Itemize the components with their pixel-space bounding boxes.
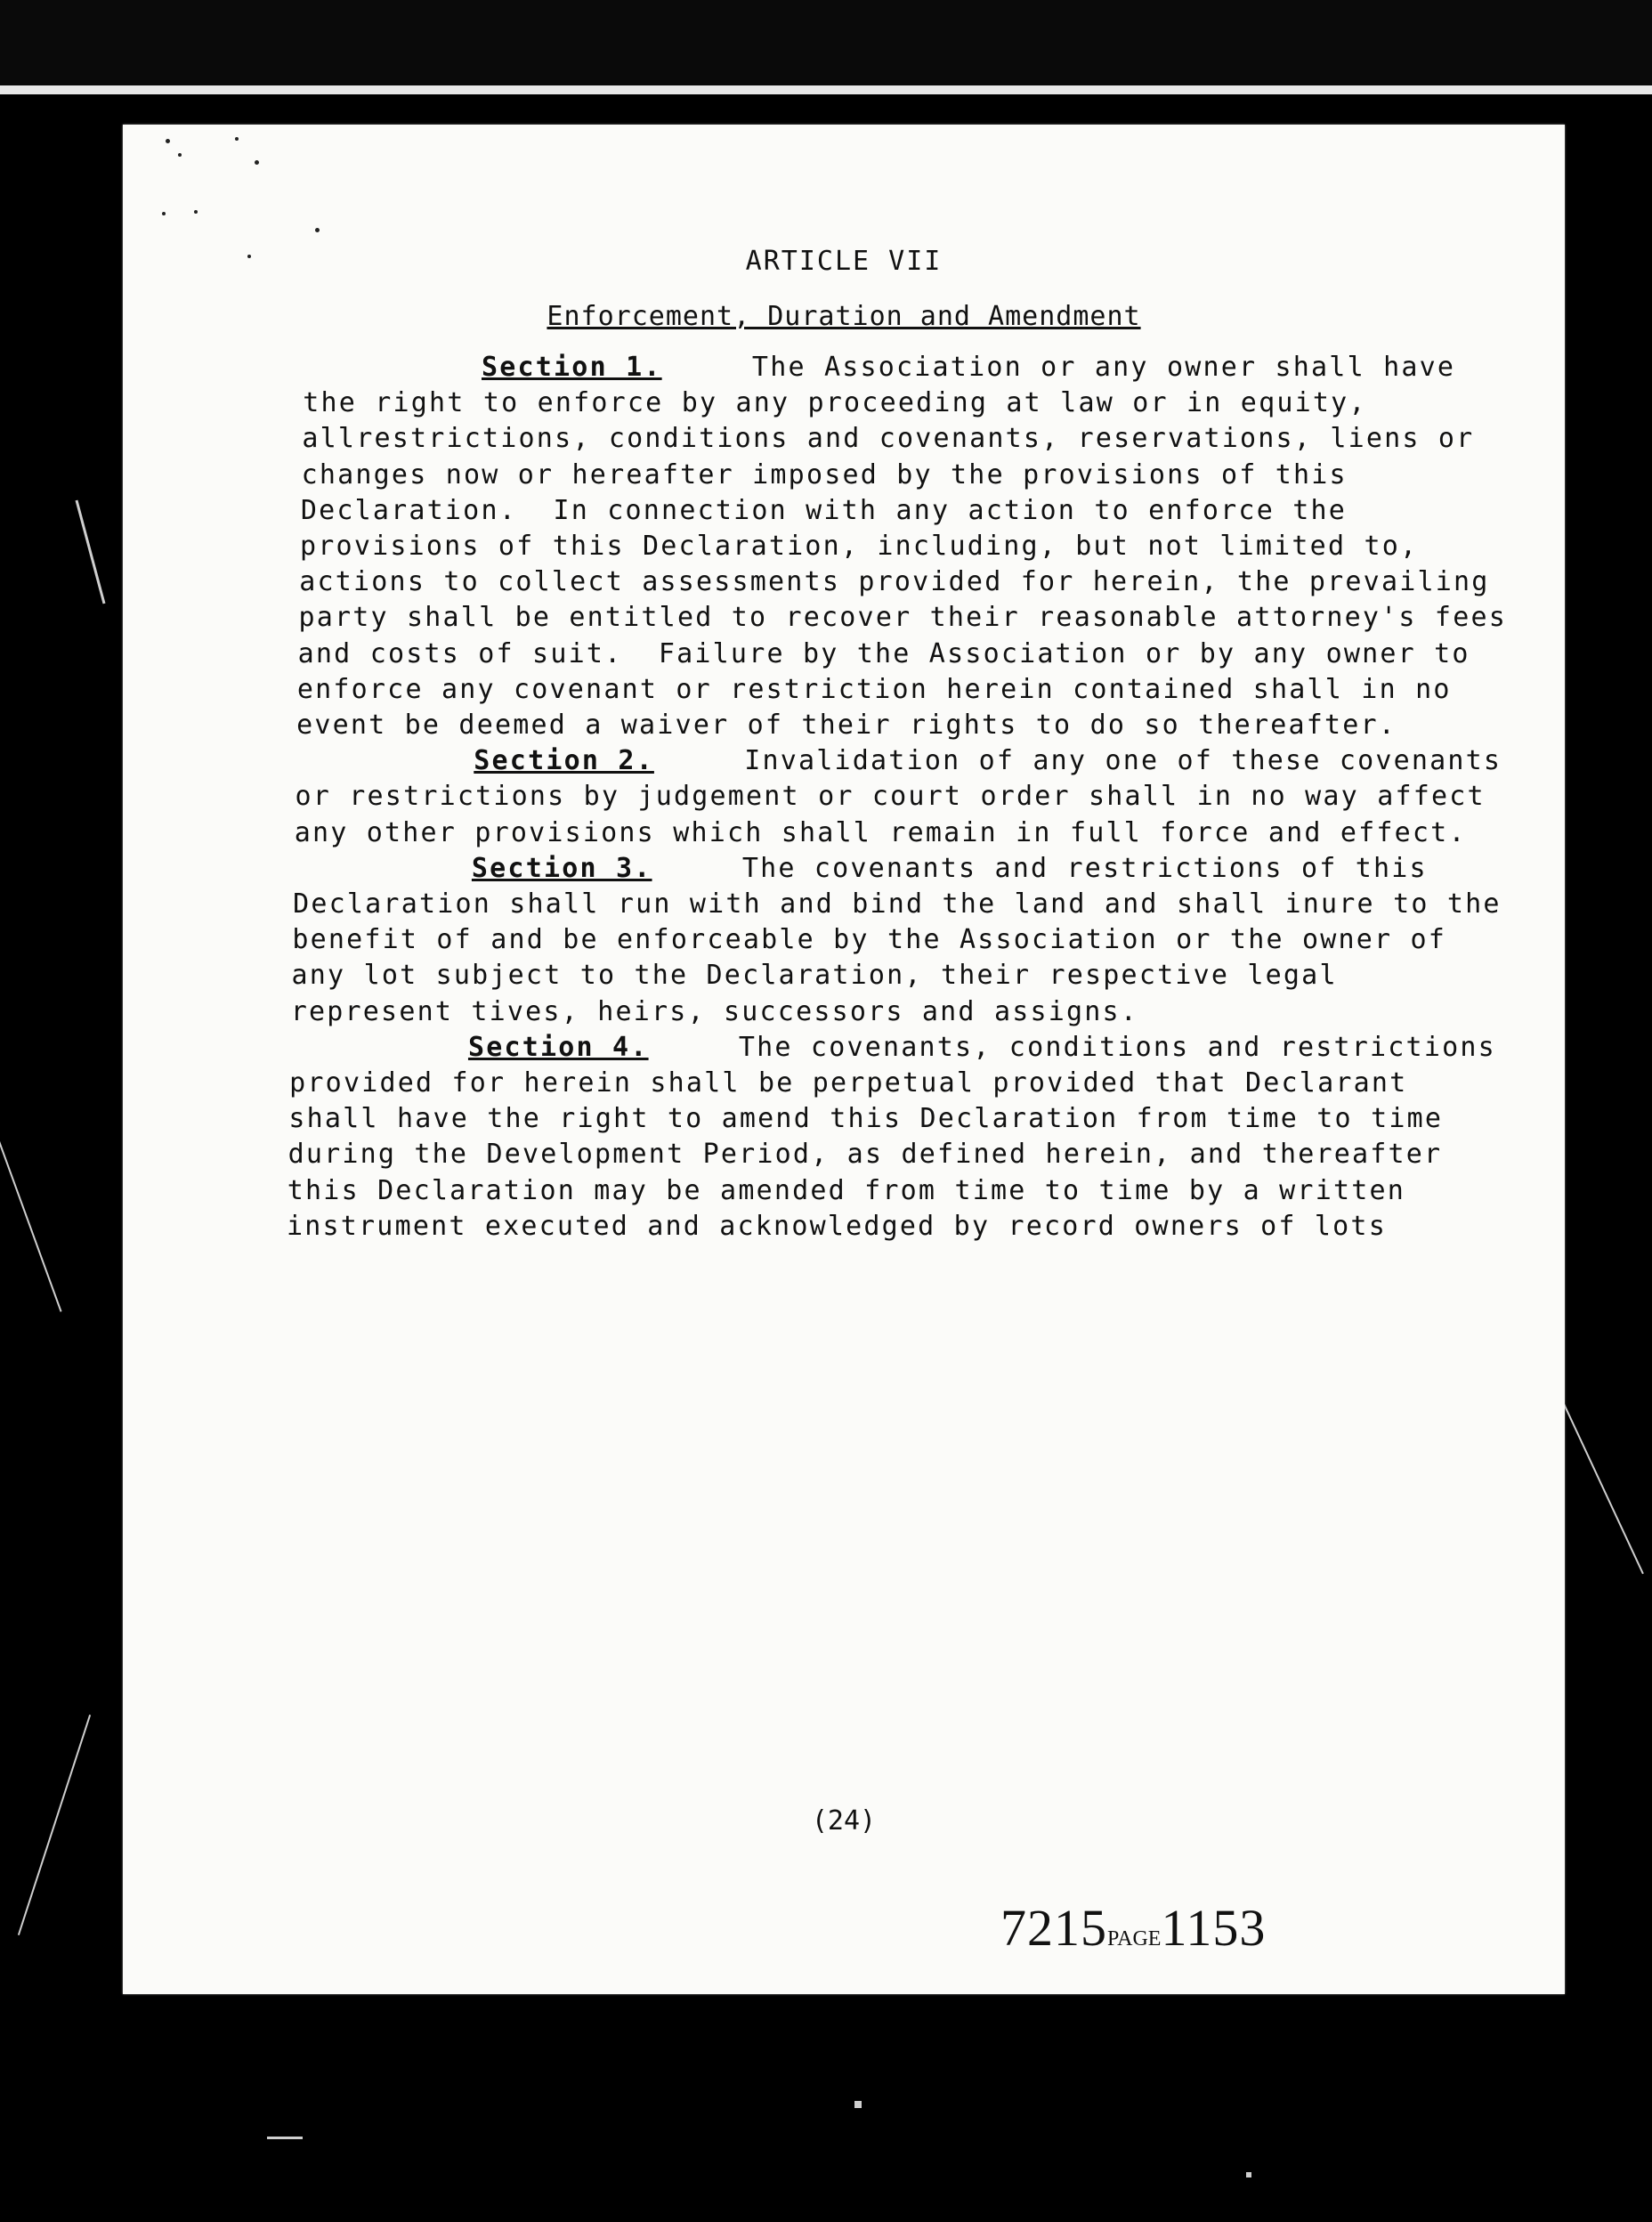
scan-speck bbox=[178, 153, 182, 157]
line-text: this Declaration may be amended from time to time by a written bbox=[287, 1174, 1405, 1206]
body-text-line bbox=[295, 817, 1467, 848]
section-label: Section 4. bbox=[467, 1031, 649, 1063]
section-heading-line bbox=[468, 1032, 1496, 1063]
stamp-page-number: 1153 bbox=[1161, 1899, 1267, 1957]
section-label: Section 2. bbox=[474, 745, 654, 777]
body-text-line bbox=[302, 459, 1348, 491]
scan-top-border bbox=[0, 0, 1652, 87]
line-text: or restrictions by judgement or court order shall in no way affect bbox=[295, 781, 1486, 813]
line-text: Declaration. In connection with any action to enforce the bbox=[300, 494, 1347, 526]
scan-speck bbox=[166, 139, 170, 143]
body-text-line bbox=[302, 423, 1474, 454]
line-text: and costs of suit. Failure by the Association or by any owner to bbox=[297, 637, 1470, 669]
scan-speck bbox=[255, 160, 259, 165]
scan-speck bbox=[315, 228, 320, 232]
body-text-line bbox=[303, 387, 1366, 418]
scan-speck bbox=[235, 137, 239, 141]
scan-speck bbox=[194, 210, 198, 214]
scan-edge-line bbox=[0, 85, 1652, 94]
line-text: Invalidation of any one of these covenants bbox=[653, 745, 1502, 777]
body-text-line bbox=[296, 710, 1397, 741]
body-text-line bbox=[298, 602, 1507, 633]
body-text-line bbox=[297, 674, 1452, 705]
line-text: benefit of and be enforceable by the Association or the owner of bbox=[292, 924, 1447, 956]
line-text: changes now or hereafter imposed by the provisions of this bbox=[301, 458, 1348, 491]
section-heading-line bbox=[482, 352, 1455, 383]
scan-noise bbox=[1246, 2172, 1251, 2177]
scan-noise bbox=[0, 1127, 62, 1311]
body-text-line bbox=[298, 638, 1470, 669]
line-text: provisions of this Declaration, including, but not limited to, bbox=[300, 531, 1419, 562]
body-text-line bbox=[296, 781, 1486, 812]
section-label: Section 1. bbox=[482, 352, 662, 383]
line-text: provided for herein shall be perpetual provided that Declarant bbox=[289, 1067, 1408, 1099]
document-page bbox=[123, 125, 1565, 1994]
stamp-book-number: 7215 bbox=[1000, 1899, 1107, 1957]
body-text-line bbox=[291, 996, 1138, 1027]
body-text-line bbox=[292, 960, 1338, 991]
line-text: The covenants and restrictions of this bbox=[652, 852, 1428, 884]
line-text: represent tives, heirs, successors and assigns. bbox=[290, 995, 1139, 1027]
body-text-line bbox=[292, 924, 1446, 955]
scan-noise bbox=[76, 500, 106, 604]
page-number: (24) bbox=[811, 1805, 877, 1837]
line-text: any other provisions which shall remain in full force and effect. bbox=[294, 816, 1467, 848]
body-text-line bbox=[288, 1103, 1443, 1134]
line-text: shall have the right to amend this Declaration from time to time bbox=[288, 1103, 1444, 1135]
body-text-line bbox=[287, 1175, 1405, 1206]
line-text: The covenants, conditions and restrictions bbox=[648, 1031, 1496, 1063]
section-label: Section 3. bbox=[471, 852, 652, 884]
article-heading: Enforcement, Duration and Amendment bbox=[547, 301, 1141, 332]
body-text-line bbox=[289, 1067, 1407, 1099]
section-heading-line bbox=[474, 745, 1502, 776]
line-text: Declaration shall run with and bind the land and shall inure to the bbox=[293, 888, 1502, 920]
line-text: event be deemed a waiver of their rights to do so thereafter. bbox=[296, 710, 1397, 741]
scan-noise bbox=[267, 2137, 303, 2139]
body-text-line bbox=[288, 1139, 1443, 1170]
body-text-line bbox=[299, 566, 1489, 597]
line-text: allrestrictions, conditions and covenants, reservations, liens or bbox=[302, 423, 1475, 455]
line-text: enforce any covenant or restriction herein contained shall in no bbox=[296, 673, 1452, 705]
body-text-line bbox=[287, 1211, 1387, 1242]
scan-speck bbox=[162, 212, 166, 215]
line-text: The Association or any owner shall have bbox=[661, 352, 1456, 383]
stamp-page-label: PAGE bbox=[1107, 1927, 1162, 1950]
body-text-line bbox=[300, 531, 1418, 562]
body-text-line bbox=[293, 888, 1502, 920]
line-text: during the Development Period, as defined herein, and thereafter bbox=[287, 1139, 1443, 1171]
line-text: any lot subject to the Declaration, their respective legal bbox=[291, 960, 1338, 992]
recording-stamp bbox=[1000, 1898, 1266, 1958]
body-text-line bbox=[301, 495, 1347, 526]
section-heading-line bbox=[472, 853, 1428, 884]
line-text: instrument executed and acknowledged by record owners of lots bbox=[287, 1210, 1387, 1242]
article-title: ARTICLE VII bbox=[745, 246, 943, 277]
scan-noise bbox=[18, 1715, 91, 1935]
line-text: actions to collect assessments provided for herein, the prevailing bbox=[299, 566, 1490, 598]
line-text: party shall be entitled to recover their reasonable attorney's fees bbox=[298, 602, 1507, 634]
scan-noise bbox=[854, 2101, 862, 2108]
line-text: the right to enforce by any proceeding at law or in equity, bbox=[303, 387, 1367, 419]
